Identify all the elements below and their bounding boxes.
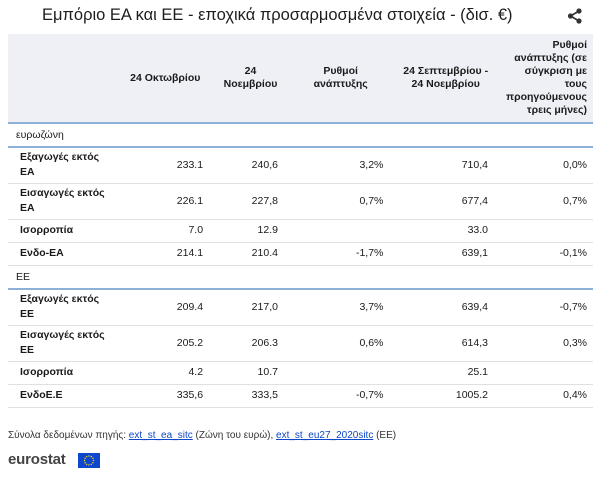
cell-value: [498, 219, 593, 242]
cell-value: -0,1%: [498, 242, 593, 265]
dataset-link-eu[interactable]: ext_st_eu27_2020sitc: [276, 430, 374, 441]
cell-value: [288, 219, 393, 242]
section-label: ΕΕ: [8, 265, 593, 289]
row-label: Εξαγωγές εκτός ΕΕ: [8, 289, 117, 325]
trade-table: [8, 34, 593, 408]
cell-value: 0,0%: [498, 147, 593, 183]
cell-value: 1005.2: [393, 384, 498, 407]
row-label: Ισορροπία: [8, 361, 117, 384]
cell-value: 217,0: [213, 289, 288, 325]
cell-value: 0,7%: [498, 183, 593, 219]
eu-flag-icon: [78, 453, 100, 468]
column-header-growth-3m: Ρυθμοί ανάπτυξης (σε σύγκριση με τους προηγούμενους τρεις μήνες): [498, 34, 593, 123]
section-row-eurozone: [8, 123, 593, 147]
share-icon[interactable]: [566, 7, 584, 25]
cell-value: [498, 361, 593, 384]
cell-value: 205.2: [117, 325, 213, 361]
table-header-row: [8, 34, 593, 123]
row-label: Ενδο-ΕΑ: [8, 242, 117, 265]
cell-value: 10.7: [213, 361, 288, 384]
cell-value: -1,7%: [288, 242, 393, 265]
cell-value: 614,3: [393, 325, 498, 361]
row-label: Ισορροπία: [8, 219, 117, 242]
logo-text: eurostat: [8, 451, 66, 468]
footer-suffix: (ΕΕ): [373, 430, 397, 441]
cell-value: 3,2%: [288, 147, 393, 183]
section-label: ευρωζώνη: [8, 123, 593, 147]
cell-value: 227,8: [213, 183, 288, 219]
column-header-oct: 24 Οκτωβρίου: [117, 34, 213, 123]
cell-value: 7.0: [117, 219, 213, 242]
table-row: [8, 325, 593, 361]
page-title: Εμπόριο ΕΑ και ΕΕ - εποχικά προσαρμοσμένα στοιχεία - (δισ. €): [42, 6, 513, 24]
cell-value: 240,6: [213, 147, 288, 183]
cell-value: 335,6: [117, 384, 213, 407]
cell-value: 710,4: [393, 147, 498, 183]
cell-value: -0,7%: [498, 289, 593, 325]
column-header-label: [8, 34, 117, 123]
cell-value: 33.0: [393, 219, 498, 242]
cell-value: 0,7%: [288, 183, 393, 219]
cell-value: 209.4: [117, 289, 213, 325]
row-label: ΕνδοΕ.Ε: [8, 384, 117, 407]
table-row: [8, 183, 593, 219]
table-row: [8, 289, 593, 325]
cell-value: 25.1: [393, 361, 498, 384]
cell-value: [288, 361, 393, 384]
cell-value: 0,6%: [288, 325, 393, 361]
source-datasets-note: [8, 430, 396, 441]
cell-value: 206.3: [213, 325, 288, 361]
cell-value: 214.1: [117, 242, 213, 265]
cell-value: 3,7%: [288, 289, 393, 325]
table-row: [8, 219, 593, 242]
footer-prefix: Σύνολα δεδομένων πηγής:: [8, 430, 129, 441]
title-row: [0, 0, 600, 34]
table-row: [8, 242, 593, 265]
row-label: Εξαγωγές εκτός ΕΑ: [8, 147, 117, 183]
cell-value: 210.4: [213, 242, 288, 265]
cell-value: 12.9: [213, 219, 288, 242]
footer-mid: (Ζώνη του ευρώ),: [192, 430, 277, 441]
cell-value: 4.2: [117, 361, 213, 384]
row-label: Εισαγωγές εκτός ΕΑ: [8, 183, 117, 219]
cell-value: 0,4%: [498, 384, 593, 407]
section-row-eu: [8, 265, 593, 289]
table-row: [8, 384, 593, 407]
column-header-nov: 24 Νοεμβρίου: [213, 34, 288, 123]
cell-value: -0,7%: [288, 384, 393, 407]
cell-value: 639,1: [393, 242, 498, 265]
column-header-growth: Ρυθμοί ανάπτυξης: [288, 34, 393, 123]
cell-value: 233.1: [117, 147, 213, 183]
cell-value: 639,4: [393, 289, 498, 325]
column-header-sep-nov: 24 Σεπτεμβρίου - 24 Νοεμβρίου: [393, 34, 498, 123]
row-label: Εισαγωγές εκτός ΕΕ: [8, 325, 117, 361]
table-row: [8, 361, 593, 384]
cell-value: 333,5: [213, 384, 288, 407]
dataset-link-ea[interactable]: ext_st_ea_sitc: [128, 430, 193, 441]
cell-value: 226.1: [117, 183, 213, 219]
table-row: [8, 147, 593, 183]
cell-value: 677,4: [393, 183, 498, 219]
cell-value: 0,3%: [498, 325, 593, 361]
